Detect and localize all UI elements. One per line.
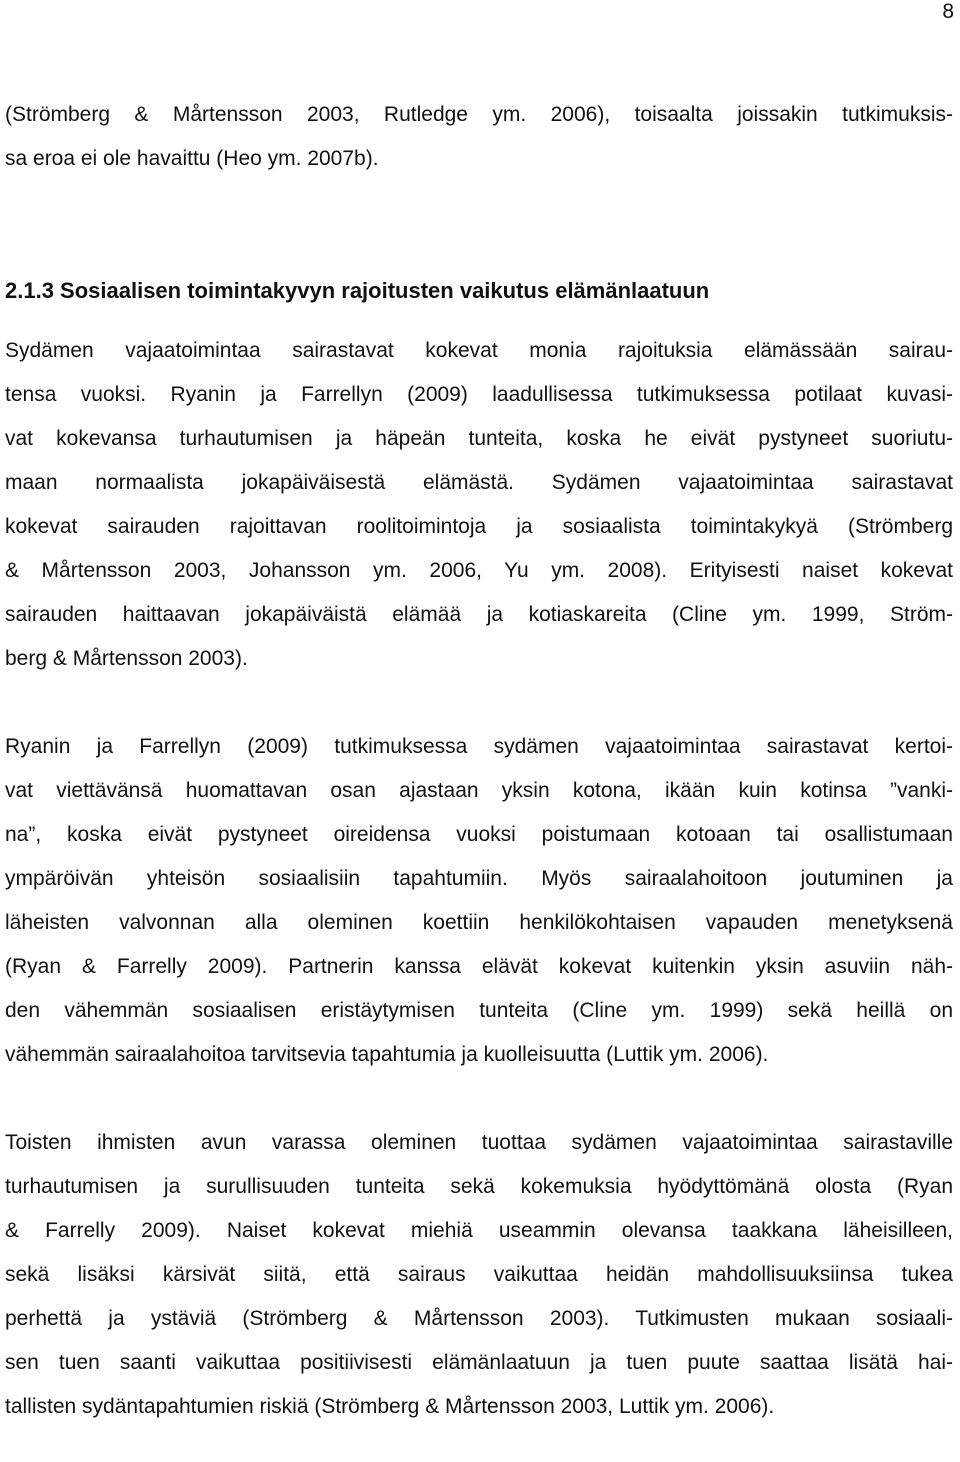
text-line: & Farrelly 2009). Naiset kokevat miehiä useammin olevansa taakkana läheisilleen, <box>5 1219 953 1242</box>
text-line: sa eroa ei ole havaittu (Heo ym. 2007b). <box>5 147 379 170</box>
paragraph-isolation <box>5 725 953 1077</box>
text-line: läheisten valvonnan alla oleminen koettiin henkilökohtaisen vapauden menetyksenä <box>5 911 953 934</box>
text-line: vat kokevansa turhautumisen ja häpeän tunteita, koska he eivät pystyneet suoriutu- <box>5 427 953 450</box>
paragraph-limitations <box>5 329 953 681</box>
text-line: perhettä ja ystäviä (Strömberg & Mårtensson 2003). Tutkimusten mukaan sosiaali- <box>5 1307 953 1330</box>
text-line: Sydämen vajaatoimintaa sairastavat kokevat monia rajoituksia elämässään sairau- <box>5 339 953 362</box>
text-line: & Mårtensson 2003, Johansson ym. 2006, Yu ym. 2008). Erityisesti naiset kokevat <box>5 559 953 582</box>
text-line: vat viettävänsä huomattavan osan ajastaan yksin kotona, ikään kuin kotinsa ”vanki- <box>5 779 953 802</box>
text-line: sen tuen saanti vaikuttaa positiivisesti elämänlaatuun ja tuen puute saattaa lisätä hai- <box>5 1351 953 1374</box>
text-line: (Strömberg & Mårtensson 2003, Rutledge ym. 2006), toisaalta joissakin tutkimuksis- <box>5 103 953 126</box>
section-heading: 2.1.3 Sosiaalisen toimintakyvyn rajoitusten vaikutus elämänlaatuun <box>5 278 710 303</box>
text-line: sairauden haittaavan jokapäiväistä elämää ja kotiaskareita (Cline ym. 1999, Ström- <box>5 603 953 626</box>
text-line: (Ryan & Farrelly 2009). Partnerin kanssa elävät kokevat kuitenkin yksin asuviin näh- <box>5 955 953 978</box>
text-line: maan normaalista jokapäiväisestä elämästä. Sydämen vajaatoimintaa sairastavat <box>5 471 953 494</box>
paragraph-spacer <box>5 181 953 225</box>
page-number: 8 <box>942 0 954 23</box>
text-line: tallisten sydäntapahtumien riskiä (Strömberg & Mårtensson 2003, Luttik ym. 2006). <box>5 1395 775 1418</box>
text-line: turhautumisen ja surullisuuden tunteita sekä kokemuksia hyödyttömänä olosta (Ryan <box>5 1175 953 1198</box>
text-line: sekä lisäksi kärsivät siitä, että sairaus vaikuttaa heidän mahdollisuuksiinsa tukea <box>5 1263 953 1286</box>
text-line: den vähemmän sosiaalisen eristäytymisen tunteita (Cline ym. 1999) sekä heillä on <box>5 999 953 1022</box>
text-line: vähemmän sairaalahoitoa tarvitsevia tapahtumia ja kuolleisuutta (Luttik ym. 2006). <box>5 1043 769 1066</box>
paragraph-dependency <box>5 1121 953 1429</box>
document-body <box>5 93 953 1429</box>
text-line: tensa vuoksi. Ryanin ja Farrellyn (2009) laadullisessa tutkimuksessa potilaat kuvasi- <box>5 383 953 406</box>
text-line: kokevat sairauden rajoittavan roolitoimintoja ja sosiaalista toimintakykyä (Strömberg <box>5 515 953 538</box>
paragraph-spacer <box>5 1077 953 1121</box>
text-line: berg & Mårtensson 2003). <box>5 647 248 670</box>
text-line: Ryanin ja Farrellyn (2009) tutkimuksessa sydämen vajaatoimintaa sairastavat kertoi- <box>5 735 953 758</box>
text-line: Toisten ihmisten avun varassa oleminen tuottaa sydämen vajaatoimintaa sairastaville <box>5 1131 953 1154</box>
paragraph-spacer <box>5 225 953 269</box>
text-line: ympäröivän yhteisön sosiaalisiin tapahtumiin. Myös sairaalahoitoon joutuminen ja <box>5 867 953 890</box>
paragraph-continued <box>5 93 953 181</box>
text-line: na”, koska eivät pystyneet oireidensa vuoksi poistumaan kotoaan tai osallistumaan <box>5 823 953 846</box>
paragraph-spacer <box>5 681 953 725</box>
